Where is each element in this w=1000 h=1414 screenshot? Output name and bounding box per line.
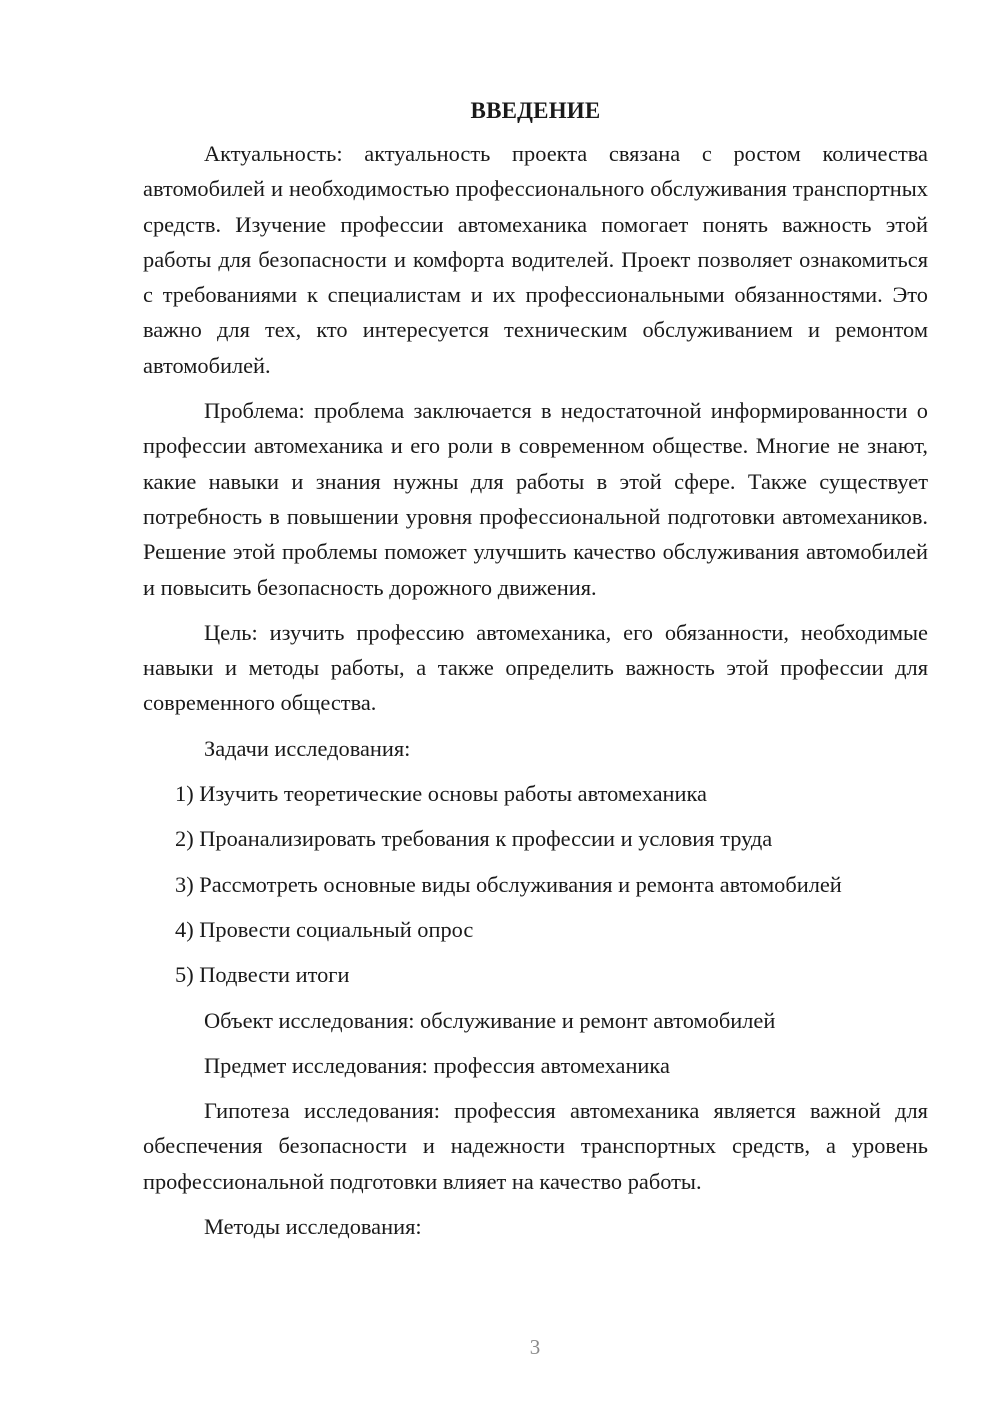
methods-title: Методы исследования: — [204, 1214, 422, 1240]
subject-paragraph: Предмет исследования: профессия автомеханика — [204, 1052, 670, 1078]
hypothesis-paragraph: Гипотеза исследования: профессия автомеханика является важной для обеспечения безопасности и надежности транспортных средств, а уровень профессиональной подготовки влияет на качество работы. — [143, 1098, 928, 1194]
problem-paragraph: Проблема: проблема заключается в недостаточной информированности о профессии автомеханика и его роли в современном обществе. Многие не знают, какие навыки и знания нужны для работы в этой сфере. Также существует потребность в повышении уровня профессиональной подготовки автомехаников. Решение этой проблемы поможет улучшить качество обслуживания автомобилей и повысить безопасность дорожного движения. — [143, 398, 928, 600]
list-item: 1) Изучить теоретические основы работы автомеханика — [175, 781, 707, 807]
tasks-list — [143, 776, 928, 992]
section-heading: ВВЕДЕНИЕ — [470, 98, 601, 123]
object-paragraph: Объект исследования: обслуживание и ремонт автомобилей — [204, 1007, 776, 1033]
page-number: 3 — [529, 1335, 541, 1359]
list-item: 5) Подвести итоги — [175, 962, 350, 988]
tasks-title: Задачи исследования: — [204, 735, 411, 761]
goal-paragraph: Цель: изучить профессию автомеханика, его обязанности, необходимые навыки и методы работы, а также определить важность этой профессии для современного общества. — [143, 619, 928, 716]
list-item: 2) Проанализировать требования к профессии и условия труда — [175, 826, 773, 852]
relevance-paragraph: Актуальность: актуальность проекта связана с ростом количества автомобилей и необходимостью профессионального обслуживания транспортных средств. Изучение профессии автомеханика помогает понять важность этой работы для безопасности и комфорта водителей. Проект позволяет ознакомиться с требованиями к специалистам и их профессиональными обязанностями. Это важно для тех, кто интересуется техническим обслуживанием и ремонтом автомобилей. — [143, 141, 928, 378]
list-item: 4) Провести социальный опрос — [175, 916, 474, 942]
document-page — [143, 96, 928, 1254]
list-item: 3) Рассмотреть основные виды обслуживания и ремонта автомобилей — [175, 871, 842, 897]
